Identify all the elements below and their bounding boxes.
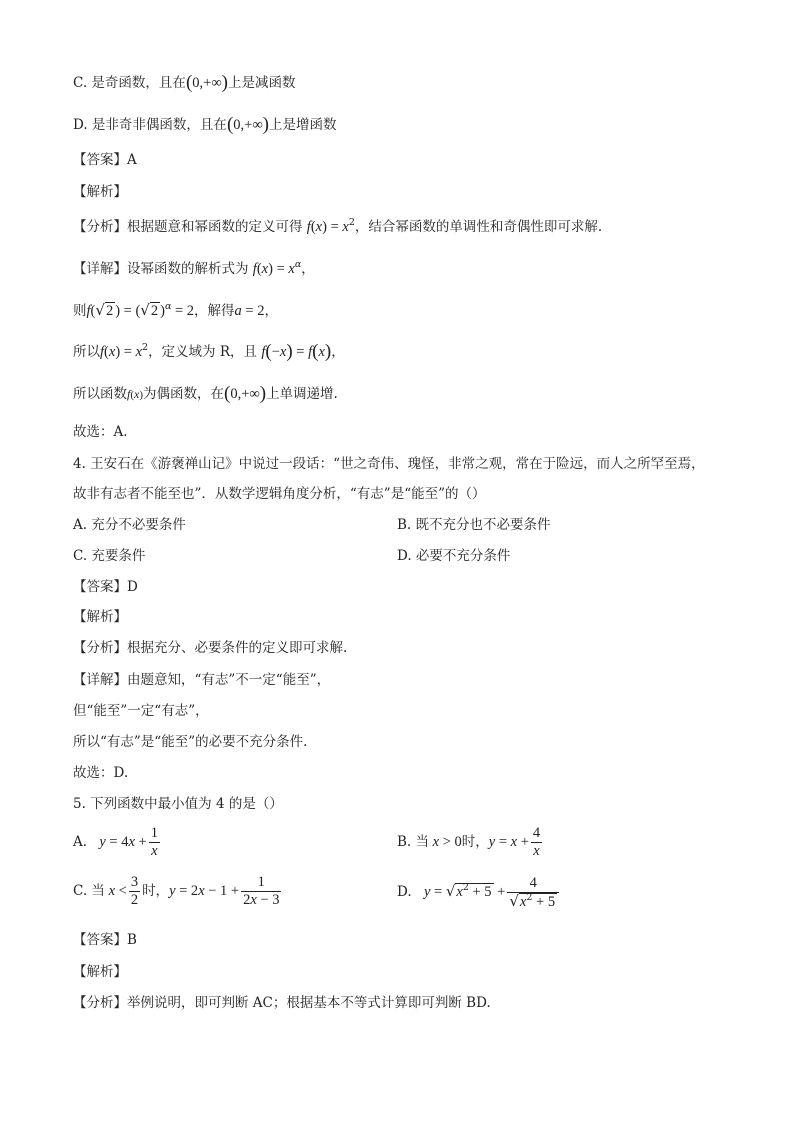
formula-f-sqrt2: f(√2 ) = (√2 )$^\alpha$ = 2 xyxy=(86,301,195,319)
q5-option-b-formula: y = x + $\frac{4}{x}$ xyxy=(488,825,541,859)
q5-option-c-mid: 时， xyxy=(142,883,170,899)
q5-option-c: C. 当 x < $\frac{3}{2}$ 时，y = 2x − 1 + $\frac{1}{2x - 3}$ xyxy=(73,873,283,909)
q3-suoyi-text-a: 所以 xyxy=(73,344,100,360)
q3-xiangjie xyxy=(73,259,315,279)
q4-stem-line1: 4. 王安石在《游褒禅山记》中说过一段话：“世之奇伟、瑰怪，非常之观，常在于险远，而人之所罕至焉， xyxy=(73,456,705,472)
q4-guxuan: 故选：D. xyxy=(73,765,129,781)
q4-option-d: D. 必要不充分条件 xyxy=(397,548,511,564)
formula-even: f(−x) = f(x) xyxy=(261,341,332,362)
answer-tag: 【答案】 xyxy=(73,152,127,168)
q5-option-d-formula: $y = √x^2 + 5$ + $\frac{4}{√x^2 + 5}$ xyxy=(424,884,561,900)
q5-option-a-label: A. xyxy=(73,834,88,850)
q5-option-c-formula: y = 2x − 1 + $\frac{1}{2x - 3}$ xyxy=(169,874,280,908)
answer-tag: 【答案】 xyxy=(73,932,127,948)
q4-answer xyxy=(73,577,138,597)
q4-option-a: A. 充分不必要条件 xyxy=(73,517,186,533)
q4-detail-line3: 所以“有志”是“能至”的必要不充分条件. xyxy=(73,734,308,750)
q5-option-c-label: C. 当 xyxy=(73,883,105,899)
q4-fenxi xyxy=(73,638,347,658)
q3-suoyi-text-b: ，定义域为 R，且 xyxy=(148,344,258,360)
q4-option-b: B. 既不充分也不必要条件 xyxy=(397,517,551,533)
q3-suoyi2-text-c: 上单调递增. xyxy=(266,386,338,402)
q5-option-d-label: D. xyxy=(397,884,412,900)
q3-option-c-interval: 0,+∞ xyxy=(192,75,222,91)
q3-option-d-prefix: D. 是非奇非偶函数，且在 xyxy=(73,117,227,133)
q5-option-b: B. 当 x > 0时，y = x + $\frac{4}{x}$ xyxy=(397,824,544,860)
q5-fenxi xyxy=(73,993,491,1013)
q5-option-a-formula: y = 4x + $\frac{1}{x}$ xyxy=(99,825,158,859)
fenxi-tag: 【分析】 xyxy=(73,995,127,1011)
q3-ze-text-c: ， xyxy=(264,303,278,319)
q3-xiangjie-comma: ， xyxy=(301,261,315,277)
q3-option-d-interval: 0,+∞ xyxy=(233,117,263,133)
q5-option-a xyxy=(73,824,162,860)
q3-option-c: C. 是奇函数，且在(0,+∞)上是减函数 xyxy=(73,72,296,93)
q5-answer xyxy=(73,930,137,950)
q3-guxuan: 故选：A. xyxy=(73,424,128,440)
q3-jiexi-heading: 【解析】 xyxy=(73,184,127,200)
q3-option-d: D. 是非奇非偶函数，且在(0,+∞)上是增函数 xyxy=(73,114,337,135)
fenxi-tag: 【分析】 xyxy=(73,219,127,235)
q3-suoyi2-line: 所以函数f(x)为偶函数，在(0,+∞)上单调递增. xyxy=(73,383,338,404)
q3-suoyi-text-c: ， xyxy=(331,344,345,360)
q5-stem: 5. 下列函数中最小值为 4 的是（） xyxy=(73,796,283,812)
q4-xiangjie xyxy=(73,670,330,690)
xiangjie-tag: 【详解】 xyxy=(73,672,127,688)
q4-option-c: C. 充要条件 xyxy=(73,548,146,564)
q3-suoyi2-interval: 0,+∞ xyxy=(230,386,260,402)
formula-fx-eq-x2: $f(x) = x^2$ xyxy=(306,217,355,235)
q3-xiangjie-text: 设幂函数的解析式为 xyxy=(127,261,249,277)
q3-ze-text-b: ，解得 xyxy=(194,303,235,319)
q4-jiexi-heading: 【解析】 xyxy=(73,609,127,625)
q5-option-d xyxy=(397,873,561,911)
q3-fenxi xyxy=(73,217,602,237)
q3-option-c-prefix: C. 是奇函数，且在 xyxy=(73,75,186,91)
fenxi-tag: 【分析】 xyxy=(73,640,127,656)
q4-detail-line2: 但“能至”一定“有志”， xyxy=(73,703,209,719)
q3-fenxi-text-b: ，结合幂函数的单调性和奇偶性即可求解. xyxy=(354,219,603,235)
xiangjie-tag: 【详解】 xyxy=(73,261,127,277)
q3-option-c-suffix: 上是减函数 xyxy=(227,75,296,91)
answer-value: B xyxy=(127,932,137,948)
q3-ze-line: 则f(√2 ) = (√2 )$^\alpha$ = 2，解得a = 2， xyxy=(73,301,278,319)
q3-suoyi2-text-a: 所以函数 xyxy=(73,386,127,402)
answer-value: D xyxy=(127,579,138,595)
q5-option-b-label: B. 当 xyxy=(397,834,430,850)
q3-fenxi-text-a: 根据题意和幂函数的定义可得 xyxy=(127,219,303,235)
q3-answer xyxy=(73,150,137,170)
q4-xiangjie-text: 由题意知，“有志”不一定“能至”， xyxy=(127,672,331,688)
q4-fenxi-text: 根据充分、必要条件的定义即可求解. xyxy=(127,640,348,656)
q3-suoyi-line: 所以$f(x) = x^2$，定义域为 R，且 f(−x) = f(x)， xyxy=(73,341,345,362)
q4-stem-line2: 故非有志者不能至也”．从数学逻辑角度分析，“有志”是“能至”的（） xyxy=(73,486,486,502)
answer-tag: 【答案】 xyxy=(73,579,127,595)
q3-option-d-suffix: 上是增函数 xyxy=(268,117,337,133)
q3-suoyi2-text-b: 为偶函数，在 xyxy=(143,386,225,402)
answer-value: A xyxy=(127,152,137,168)
q5-jiexi-heading: 【解析】 xyxy=(73,964,127,980)
q3-ze-text-a: 则 xyxy=(73,303,87,319)
q5-option-b-mid: 时， xyxy=(461,834,489,850)
formula-fx-eq-xalpha: $f(x) = x^\alpha$ xyxy=(252,259,302,277)
q5-fenxi-text: 举例说明，即可判断 AC；根据基本不等式计算即可判断 BD. xyxy=(127,995,491,1011)
